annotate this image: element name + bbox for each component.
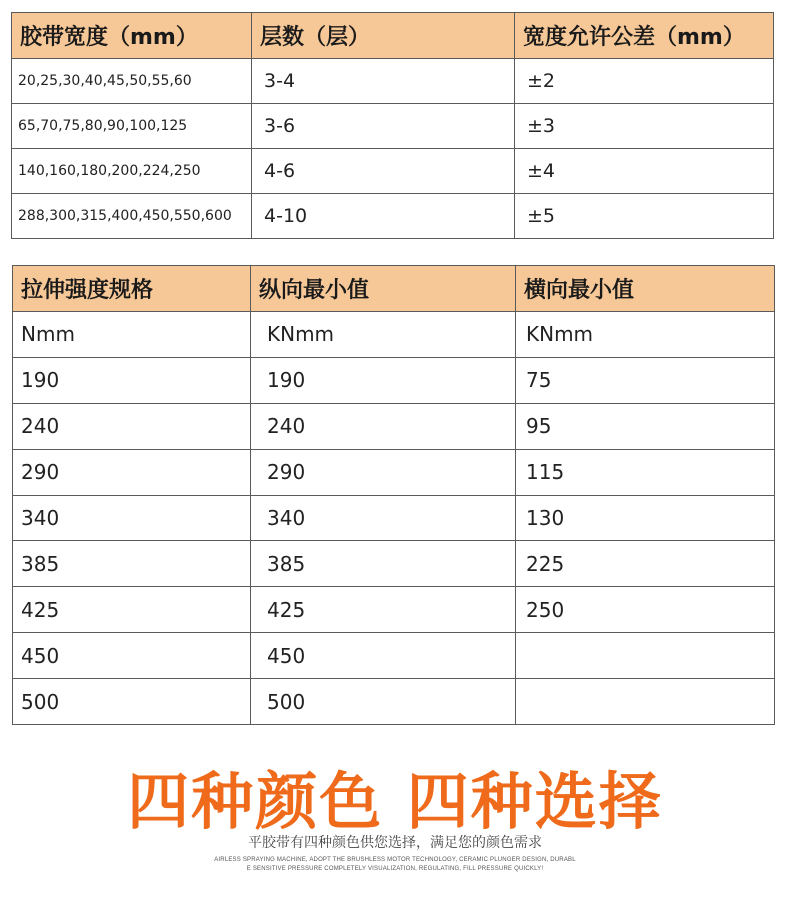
table-header-row [12,13,774,59]
english-caption-line-2: E SENSITIVE PRESSURE COMPLETELY VISUALIZATION, REGULATING, FILL PRESSURE QUICKLY! [246,866,544,872]
cell-transverse: 75 [516,357,775,403]
cell-transverse: KNmm [516,312,775,358]
header-belt-width: 胶带宽度（mm） [12,13,252,59]
english-caption-line-1: AIRLESS SPRAYING MACHINE, ADOPT THE BRUSHLESS MOTOR TECHNOLOGY, CERAMIC PLUNGER DESIGN, DURABL [214,857,576,863]
table-row [13,357,775,403]
color-options-title: 四种颜色 四种选择 [127,765,663,838]
cell-spec: 450 [13,633,251,679]
cell-transverse: 130 [516,495,775,541]
table-row [13,495,775,541]
cell-spec: Nmm [13,312,251,358]
cell-ply: 4-10 [252,194,515,239]
table-row [12,104,774,149]
table-row [13,449,775,495]
header-tensile-spec: 拉伸强度规格 [13,266,251,312]
cell-spec: 190 [13,357,251,403]
table-row [13,633,775,679]
tensile-strength-table [12,265,775,725]
cell-transverse: 225 [516,541,775,587]
table-row [13,312,775,358]
cell-spec: 500 [13,679,251,725]
cell-tolerance: ±5 [515,194,774,239]
table-row [12,149,774,194]
cell-longitudinal: 240 [251,403,516,449]
cell-spec: 425 [13,587,251,633]
header-width-tolerance: 宽度允许公差（mm） [515,13,774,59]
cell-longitudinal: 425 [251,587,516,633]
table-row [13,679,775,725]
cell-ply: 4-6 [252,149,515,194]
cell-longitudinal: 190 [251,357,516,403]
cell-transverse: 115 [516,449,775,495]
table-row [13,403,775,449]
cell-spec: 290 [13,449,251,495]
cell-width: 140,160,180,200,224,250 [12,149,252,194]
cell-longitudinal: KNmm [251,312,516,358]
table-header-row [13,266,775,312]
belt-width-table [11,12,774,239]
cell-ply: 3-6 [252,104,515,149]
table-row [13,541,775,587]
cell-longitudinal: 450 [251,633,516,679]
cell-ply: 3-4 [252,59,515,104]
cell-width: 20,25,30,40,45,50,55,60 [12,59,252,104]
cell-tolerance: ±3 [515,104,774,149]
header-ply-count: 层数（层） [252,13,515,59]
cell-tolerance: ±2 [515,59,774,104]
cell-tolerance: ±4 [515,149,774,194]
cell-longitudinal: 500 [251,679,516,725]
color-options-subtitle: 平胶带有四种颜色供您选择，满足您的颜色需求 [248,835,542,851]
cell-width: 288,300,315,400,450,550,600 [12,194,252,239]
cell-spec: 240 [13,403,251,449]
cell-transverse: 95 [516,403,775,449]
cell-longitudinal: 385 [251,541,516,587]
table-row [12,194,774,239]
header-transverse-min: 横向最小值 [516,266,775,312]
header-longitudinal-min: 纵向最小值 [251,266,516,312]
table-row [13,587,775,633]
cell-width: 65,70,75,80,90,100,125 [12,104,252,149]
cell-longitudinal: 340 [251,495,516,541]
cell-longitudinal: 290 [251,449,516,495]
cell-transverse [516,679,775,725]
table-row [12,59,774,104]
cell-transverse [516,633,775,679]
cell-spec: 385 [13,541,251,587]
cell-transverse: 250 [516,587,775,633]
cell-spec: 340 [13,495,251,541]
